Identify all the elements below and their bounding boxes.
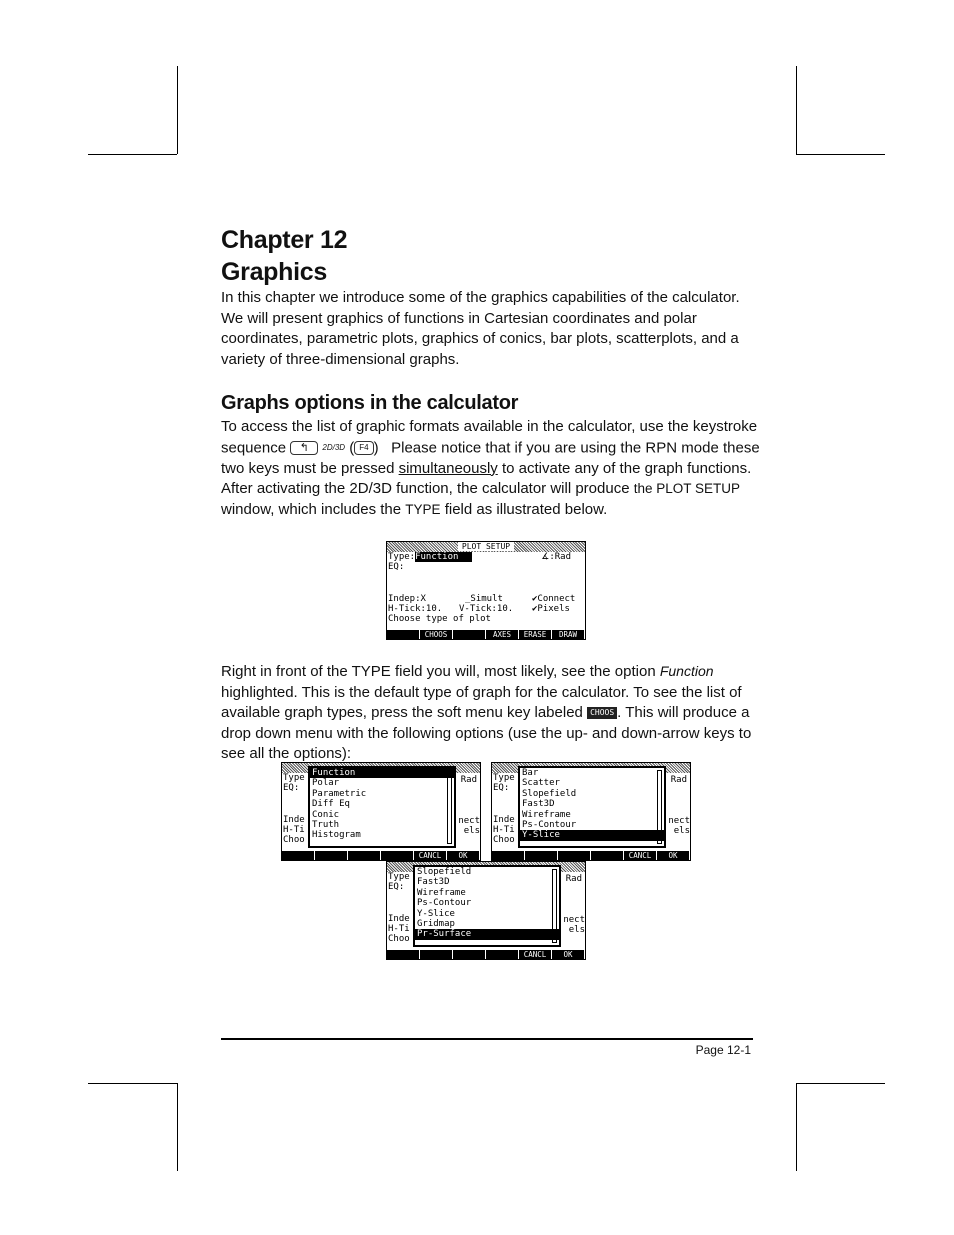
section-paragraph-2: Right in front of the TYPE field you will, most likely, see the option Function highlighted. This is the default type of graph for the calculator. To see the list of available graph types, press the soft menu key labeled CHOOS . This will produce a drop down menu with the following options (use the up- and down-arrow keys to see all the options): — [221, 663, 752, 763]
list-item[interactable]: Fast3D — [417, 877, 450, 888]
list-item[interactable]: Parametric — [312, 788, 367, 799]
page-content-2 — [221, 661, 761, 765]
list-item[interactable]: Scatter — [522, 778, 560, 789]
type-field-value[interactable]: Function — [415, 552, 472, 562]
list-item[interactable]: Wireframe — [417, 887, 466, 898]
list-item[interactable]: Slopefield — [522, 788, 577, 799]
soft-menu-bar — [492, 851, 690, 860]
crop-mark-bottom-right-h — [796, 1083, 885, 1084]
intro-paragraph: In this chapter we introduce some of the graphics capabilities of the calculator. We will present graphics of functions in Cartesian coordinates and polar coordinates, parametric plots, graphics of conics, bar plots, scatterplots, and a variety of three-dimensional graphs. — [221, 289, 740, 368]
list-item[interactable]: Slopefield — [417, 867, 472, 877]
crop-mark-bottom-left-v — [177, 1083, 178, 1171]
ok-softkey[interactable]: OK — [552, 950, 585, 959]
list-item[interactable]: Histogram — [312, 830, 361, 841]
pixels-checkbox[interactable]: ✔Pixels — [532, 604, 570, 615]
list-item[interactable]: Truth — [312, 820, 340, 831]
left-shift-key-icon: ↰ — [290, 441, 318, 455]
f4-key-icon: F4 — [354, 441, 373, 455]
type-dropdown-list[interactable] — [413, 865, 561, 947]
page-number: Page 12-1 — [695, 1043, 751, 1057]
crop-mark-top-right-h — [796, 154, 885, 155]
list-scrollbar[interactable] — [657, 770, 662, 844]
cancel-softkey[interactable]: CANCL — [624, 851, 657, 860]
footer-rule — [221, 1038, 753, 1040]
chapter-title: Graphics — [221, 258, 327, 286]
function-option: Function — [659, 663, 714, 679]
soft-menu-bar — [387, 950, 585, 959]
connect-checkbox[interactable]: ✔Connect — [532, 593, 576, 604]
screen-title-bar: PLOT SETUP — [387, 542, 585, 552]
choos-softkey-icon: CHOOS — [587, 707, 617, 719]
underlined-word: simultaneously — [398, 459, 498, 477]
list-item[interactable]: Fast3D — [522, 799, 555, 810]
crop-mark-bottom-left-h — [88, 1083, 177, 1084]
draw-softkey[interactable]: DRAW — [552, 630, 585, 639]
chapter-heading — [221, 224, 761, 288]
list-scrollbar[interactable] — [552, 869, 557, 943]
list-item[interactable]: Wireframe — [522, 809, 571, 820]
choos-softkey[interactable]: CHOOS — [420, 630, 453, 639]
list-item[interactable]: Ps-Contour — [417, 898, 472, 909]
choose-list-screen-3: Type EQ: Inde H-Ti Choo Rad nect els Slopefield Fast3D Wireframe Ps-Contour Y-Slice Gridmap Pr-Surface CANCL OK — [386, 861, 586, 960]
list-item[interactable]: Ps-Contour — [522, 820, 577, 831]
crop-mark-top-left-h — [88, 154, 177, 155]
page-content — [221, 224, 761, 521]
choose-list-screen-2: Type EQ: Inde H-Ti Choo Rad nect els Bar Scatter Slopefield Fast3D Wireframe Ps-Contour Y-Slice CANCL OK — [491, 762, 691, 861]
soft-menu-bar — [387, 630, 585, 639]
erase-softkey[interactable]: ERASE — [519, 630, 552, 639]
list-item[interactable]: Conic — [312, 809, 340, 820]
type-dropdown-list[interactable] — [518, 766, 666, 848]
chapter-number: Chapter 12 — [221, 226, 348, 254]
list-item[interactable]: Function — [310, 768, 454, 778]
ok-softkey[interactable]: OK — [447, 851, 480, 860]
key-label-2d3d: 2D/3D — [322, 442, 346, 452]
list-item[interactable]: Bar — [522, 768, 539, 778]
section-heading: Graphs options in the calculator — [221, 392, 519, 415]
list-item[interactable]: Diff Eq — [312, 799, 350, 810]
soft-menu-bar — [282, 851, 480, 860]
crop-mark-bottom-right-v — [796, 1083, 797, 1171]
section-paragraph-1: To access the list of graphic formats available in the calculator, use the keystroke sequence ↰ 2D/3D ( F4 ) Please notice that if you are using the RPN mode these two keys must be pressed simultaneously to activate any of the graph functions. After activating the 2D/3D function, the calculator will produce the PLOT SETUP window, which includes the TYPE field as illustrated below. — [221, 418, 760, 519]
list-item[interactable]: Gridmap — [417, 919, 455, 930]
ok-softkey[interactable]: OK — [657, 851, 690, 860]
list-item[interactable]: Y-Slice — [417, 908, 455, 919]
crop-mark-top-left-v — [177, 66, 178, 154]
list-item[interactable]: Polar — [312, 778, 340, 789]
list-scrollbar[interactable] — [447, 770, 452, 844]
type-dropdown-list[interactable] — [308, 766, 456, 848]
list-item[interactable]: Y-Slice — [520, 830, 664, 840]
plot-setup-screen: PLOT SETUP Type:Function ∡:Rad EQ: Indep:X _Simult ✔Connect H-Tick:10. V-Tick:10. ✔Pixels Choose type of plot CHOOS AXES ERASE DRAW — [386, 541, 586, 640]
crop-mark-top-right-v — [796, 66, 797, 154]
list-item[interactable]: Pr-Surface — [415, 929, 559, 939]
cancel-softkey[interactable]: CANCL — [519, 950, 552, 959]
choose-list-screen-1: Type EQ: Inde H-Ti Choo Rad nect els Function Polar Parametric Diff Eq Conic Truth Histogram CANCL OK — [281, 762, 481, 861]
axes-softkey[interactable]: AXES — [486, 630, 519, 639]
cancel-softkey[interactable]: CANCL — [414, 851, 447, 860]
